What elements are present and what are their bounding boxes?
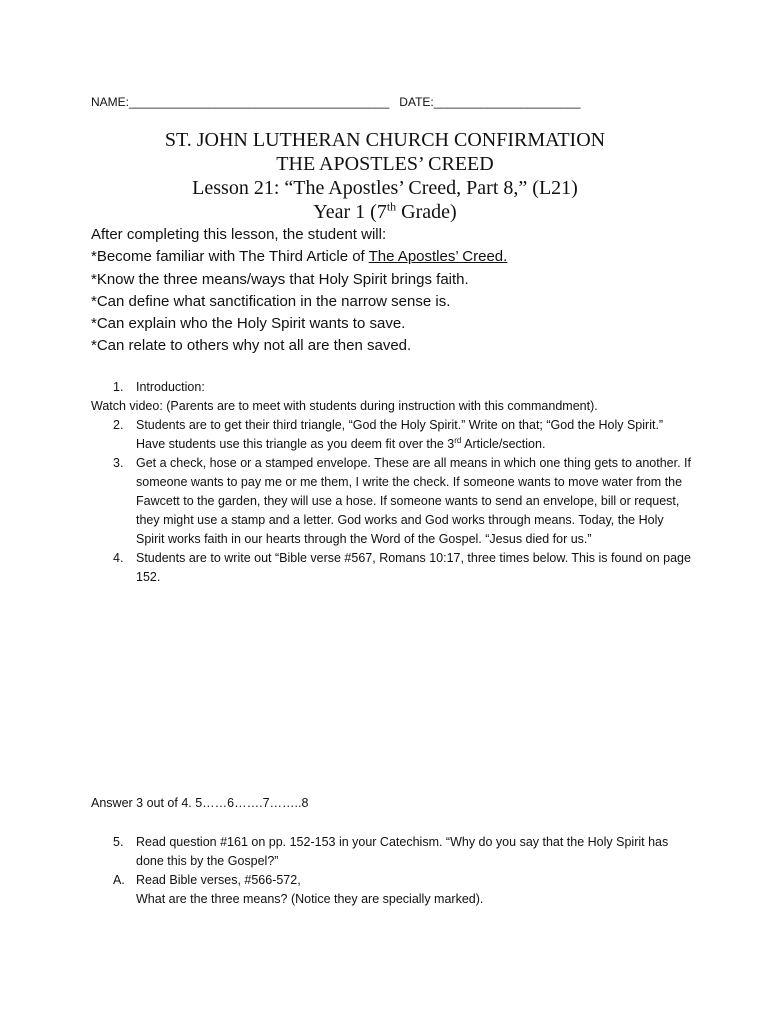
grade-title [0, 200, 770, 224]
step-text: Students are to write out “Bible verse #567, Romans 10:17, three times below. This is found on page 152. [136, 551, 691, 584]
lesson-title: Lesson 21: “The Apostles’ Creed, Part 8,” (L21) [192, 177, 578, 199]
name-date-line [91, 95, 581, 109]
objectives-list [91, 224, 507, 358]
lesson-steps [91, 378, 691, 587]
grade-superscript: th [386, 199, 397, 214]
grade-title-text: Year 1 (7 [313, 201, 387, 223]
objective-item: *Can define what sanctification in the narrow sense is. [91, 292, 451, 310]
ordinal-superscript: rd [454, 435, 462, 445]
step-number: 1. [113, 380, 124, 394]
step-text-suffix: Article/section. [461, 437, 546, 451]
creed-underlined-title: The Apostles’ Creed. [368, 248, 508, 266]
objectives-intro: After completing this lesson, the student will: [91, 226, 387, 243]
step-text: Introduction: [136, 380, 205, 394]
step-text: Get a check, hose or a stamped envelope. These are all means in which one thing gets to another. If someone wants to pay me or me them, I write the check. If someone wants to move water from the Fawcett to the garden, they will use a hose. If someone wants to send an envelope, bill or request, they might use a stamp and a letter. God works and God works through means. Today, the Holy Spirit works faith in our hearts through the Word of the Gospel. “Jesus died for us.” [136, 456, 691, 546]
objective-text: *Become familiar with The Third Article of [91, 248, 369, 266]
step-text: Students are to get their third triangle, “God the Holy Spirit.” Write on that; “God the Holy Spirit.” Have students use this triangle as you deem fit over the 3 [136, 418, 664, 451]
objective-item [91, 246, 507, 268]
objective-item: *Can relate to others why not all are then saved. [91, 337, 412, 355]
date-field-label: DATE:______________________ [399, 95, 581, 109]
step-item [91, 416, 691, 454]
step-question: What are the three means? (Notice they are specially marked). [136, 892, 484, 906]
catechism-steps [91, 833, 691, 909]
step-item [91, 454, 691, 549]
step-item [91, 833, 691, 871]
watch-video-note: Watch video: (Parents are to meet with students during instruction with this commandment). [91, 399, 598, 413]
step-number: 3. [113, 456, 124, 470]
step-number: 2. [113, 418, 124, 432]
name-field-label: NAME:_______________________________________ [91, 95, 390, 109]
step-item [91, 549, 691, 587]
answer-instruction: Answer 3 out of 4. 5……6…….7……..8 [91, 796, 309, 810]
step-number: 4. [113, 551, 124, 565]
grade-title-suffix: Grade) [396, 201, 457, 223]
step-text: Read question #161 on pp. 152-153 in your Catechism. “Why do you say that the Holy Spirit has done this by the Gospel?” [136, 835, 669, 868]
step-text: Read Bible verses, #566-572, [136, 873, 301, 887]
objective-item: *Know the three means/ways that Holy Spirit brings faith. [91, 270, 469, 288]
step-letter: A. [113, 873, 125, 887]
step-number: 5. [113, 835, 124, 849]
step-item [91, 378, 691, 397]
church-title: ST. JOHN LUTHERAN CHURCH CONFIRMATION [164, 129, 606, 151]
step-item [91, 871, 691, 909]
creed-title: THE APOSTLES’ CREED [276, 153, 494, 175]
title-block [0, 128, 770, 224]
objective-item: *Can explain who the Holy Spirit wants to save. [91, 315, 406, 333]
